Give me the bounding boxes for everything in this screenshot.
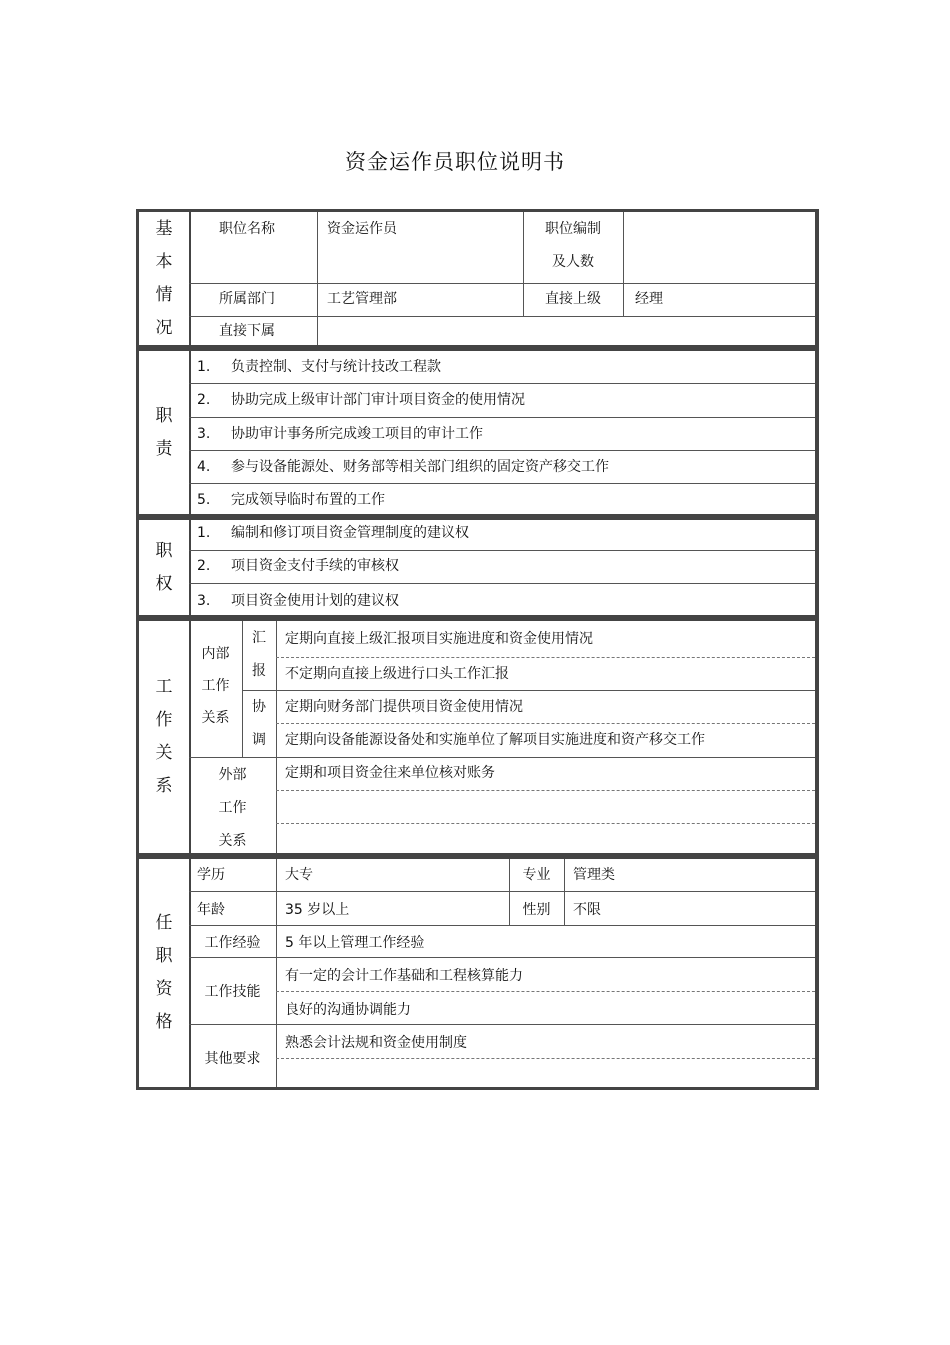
section-label-duties: 职 责: [139, 351, 191, 514]
department-label: 所属部门: [219, 291, 275, 307]
section-label-qualifications: 任 职 资 格: [139, 859, 191, 1087]
education-value: 大专: [285, 867, 313, 883]
authority-item: 1. 编制和修订项目资金管理制度的建议权: [197, 525, 469, 541]
authority-item: 2. 项目资金支付手续的审核权: [197, 558, 399, 574]
education-label: 学历: [197, 867, 225, 883]
subordinate-label: 直接下属: [219, 323, 275, 339]
section-duties: [136, 348, 819, 517]
superior-value: 经理: [635, 291, 663, 307]
position-name-value: 资金运作员: [327, 221, 397, 237]
experience-value: 5 年以上管理工作经验: [285, 935, 425, 951]
duty-item: 2. 协助完成上级审计部门审计项目资金的使用情况: [197, 392, 525, 408]
page-title: 资金运作员职位说明书: [345, 150, 565, 174]
section-qualifications: [136, 856, 819, 1090]
duty-item: 1. 负责控制、支付与统计技改工程款: [197, 359, 441, 375]
major-value: 管理类: [573, 867, 615, 883]
section-basic-info: [136, 209, 819, 348]
coordinate-item: 定期向财务部门提供项目资金使用情况: [285, 699, 523, 715]
duty-item: 5. 完成领导临时布置的工作: [197, 492, 385, 508]
duty-item: 4. 参与设备能源处、财务部等相关部门组织的固定资产移交工作: [197, 459, 609, 475]
section-label-basic: 基 本 情 况: [139, 212, 191, 345]
report-item: 定期向直接上级汇报项目实施进度和资金使用情况: [285, 631, 593, 647]
report-label: 汇 报: [252, 630, 266, 679]
section-label-authority: 职 权: [139, 520, 191, 615]
section-work-relations: [136, 618, 819, 856]
superior-label: 直接上级: [545, 291, 601, 307]
skills-item: 良好的沟通协调能力: [285, 1002, 411, 1018]
other-requirements-item: 熟悉会计法规和资金使用制度: [285, 1035, 467, 1051]
report-item: 不定期向直接上级进行口头工作汇报: [285, 666, 509, 682]
experience-label: 工作经验: [204, 935, 261, 951]
authority-item: 3. 项目资金使用计划的建议权: [197, 593, 399, 609]
department-value: 工艺管理部: [327, 291, 397, 307]
other-requirements-label: 其他要求: [204, 1051, 261, 1067]
section-label-relations: 工 作 关 系: [139, 621, 191, 853]
internal-relations-label: 内部 工作 关系: [201, 646, 230, 726]
position-name-label: 职位名称: [219, 221, 275, 237]
age-label: 年龄: [197, 902, 225, 918]
section-authority: [136, 517, 819, 618]
coordinate-label: 协 调: [252, 699, 266, 748]
skills-item: 有一定的会计工作基础和工程核算能力: [285, 968, 523, 984]
headcount-label: 职位编制 及人数: [545, 221, 601, 270]
duty-item: 3. 协助审计事务所完成竣工项目的审计工作: [197, 426, 483, 442]
major-label: 专业: [522, 867, 551, 883]
skills-label: 工作技能: [204, 984, 261, 1000]
external-relations-label: 外部 工作 关系: [218, 767, 247, 849]
coordinate-item: 定期向设备能源设备处和实施单位了解项目实施进度和资产移交工作: [285, 732, 705, 748]
age-value: 35 岁以上: [285, 902, 350, 918]
gender-label: 性别: [522, 902, 551, 918]
external-item: 定期和项目资金往来单位核对账务: [285, 765, 495, 781]
gender-value: 不限: [573, 902, 601, 918]
